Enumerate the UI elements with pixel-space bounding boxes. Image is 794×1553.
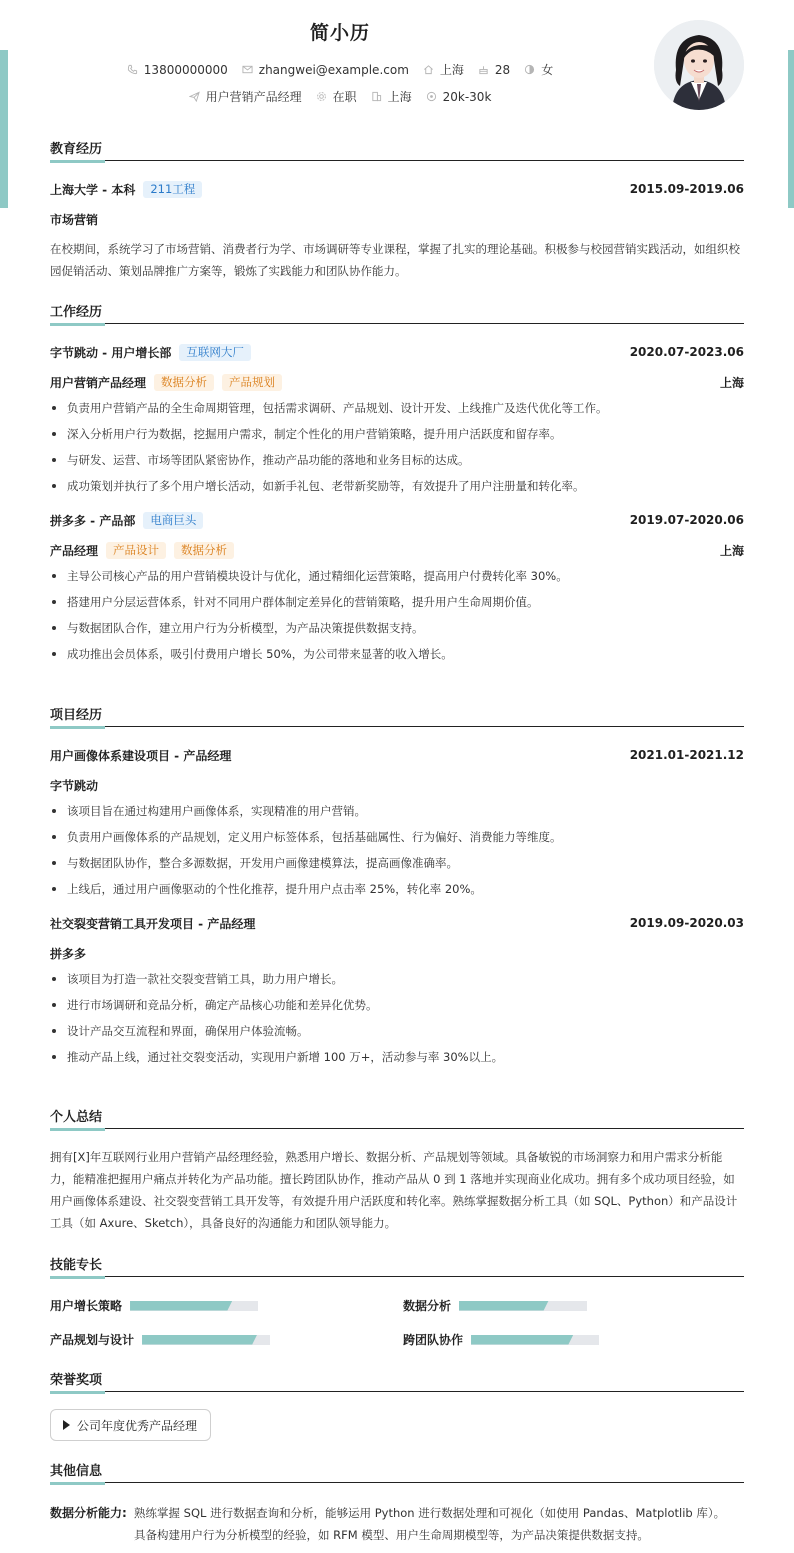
right-accent-bar	[788, 50, 794, 208]
list-item: 进行市场调研和竞品分析，确定产品核心功能和差异化优势。	[50, 992, 744, 1018]
list-item: 推动产品上线，通过社交裂变活动，实现用户新增 100 万+，活动参与率 30%以上。	[50, 1044, 744, 1070]
major-name: 市场营销	[50, 212, 99, 227]
awards-section	[50, 1371, 744, 1441]
company-name: 字节跳动 - 用户增长部	[50, 345, 172, 360]
target-city-text: 上海	[387, 90, 412, 104]
section-title	[50, 303, 744, 323]
target-position-item	[189, 88, 302, 105]
school-name: 上海大学 - 本科	[50, 182, 136, 197]
section-divider	[50, 323, 744, 324]
role-name: 用户营销产品经理	[50, 375, 147, 390]
major-row	[50, 210, 744, 228]
summary-title: 个人总结	[50, 1110, 103, 1125]
project-name: 社交裂变营销工具开发项目 - 产品经理	[50, 916, 256, 931]
section-divider	[50, 1391, 744, 1392]
salary-item	[426, 88, 492, 105]
skill-name: 产品规划与设计	[50, 1333, 135, 1347]
section-divider	[50, 1128, 744, 1129]
list-item: 搭建用户分层运营体系，针对不同用户群体制定差异化的营销策略，提升用户生命周期价值。	[50, 589, 744, 615]
list-item: 负责用户画像体系的产品规划，定义用户标签体系，包括基础属性、行为偏好、消费能力等维度。	[50, 824, 744, 850]
cake-icon	[478, 64, 489, 75]
status-item	[316, 88, 357, 105]
skill-item	[403, 1331, 599, 1348]
company-name: 拼多多 - 产品部	[50, 513, 136, 528]
skill-level-bar	[459, 1301, 587, 1311]
skill-level-bar	[130, 1301, 258, 1311]
target-city-item	[371, 88, 412, 105]
list-item: 该项目为打造一款社交裂变营销工具，助力用户增长。	[50, 966, 744, 992]
skill-item	[50, 1331, 270, 1348]
other-title: 其他信息	[50, 1464, 103, 1479]
email-text: zhangwei@example.com	[258, 62, 409, 77]
skill-level-fill	[130, 1301, 232, 1311]
work-item	[50, 343, 744, 499]
work-date: 2019.07-2020.06	[629, 513, 744, 527]
company-row	[50, 511, 744, 529]
skill-name: 跨团队协作	[403, 1333, 464, 1347]
list-item: 上线后，通过用户画像驱动的个性化推荐，提升用户点击率 25%，转化率 20%。	[50, 876, 744, 902]
list-item: 设计产品交互流程和界面，确保用户体验流畅。	[50, 1018, 744, 1044]
work-date: 2020.07-2023.06	[629, 345, 744, 359]
age-text: 28	[494, 62, 511, 77]
skill-name: 数据分析	[403, 1299, 452, 1313]
role-tag: 数据分析	[174, 542, 234, 559]
section-divider	[50, 726, 744, 727]
other-text-line: 具备构建用户行为分析模型的经验，如 RFM 模型、用户生命周期模型等，为产品决策提供数据支持。	[134, 1528, 649, 1542]
title-underline	[50, 1482, 105, 1485]
skill-level-fill	[459, 1301, 549, 1311]
title-underline	[50, 1391, 105, 1394]
projects-title: 项目经历	[50, 708, 103, 723]
education-date: 2015.09-2019.06	[629, 182, 744, 196]
section-divider	[50, 160, 744, 161]
building-icon	[371, 91, 382, 102]
work-section	[50, 303, 744, 667]
project-item	[50, 746, 744, 902]
caret-right-icon	[63, 1420, 70, 1430]
skill-level-bar	[471, 1335, 599, 1345]
send-icon	[189, 91, 200, 102]
home-icon	[423, 64, 434, 75]
section-title	[50, 1256, 744, 1276]
status-text: 在职	[332, 90, 357, 104]
project-item	[50, 914, 744, 1070]
list-item: 主导公司核心产品的用户营销模块设计与优化，通过精细化运营策略，提高用户付费转化率 30%。	[50, 563, 744, 589]
skill-name: 用户增长策略	[50, 1299, 123, 1313]
role-row	[50, 541, 744, 559]
company-tag: 互联网大厂	[179, 344, 251, 361]
section-divider	[50, 1482, 744, 1483]
list-item: 成功推出会员体系，吸引付费用户增长 50%，为公司带来显著的收入增长。	[50, 641, 744, 667]
gender-icon	[524, 64, 535, 75]
resume-header	[50, 0, 744, 125]
project-date: 2019.09-2020.03	[629, 916, 744, 930]
title-underline	[50, 1276, 105, 1279]
role-tag: 产品规划	[222, 374, 282, 391]
list-item: 深入分析用户行为数据，挖掘用户需求，制定个性化的用户营销策略，提升用户活跃度和留存率。	[50, 421, 744, 447]
age-item	[478, 61, 510, 78]
project-bullet-list	[50, 966, 744, 1070]
other-label: 数据分析能力:	[50, 1506, 127, 1520]
role-name: 产品经理	[50, 543, 99, 558]
skill-item	[403, 1297, 587, 1314]
phone-item	[127, 61, 228, 78]
project-name: 用户画像体系建设项目 - 产品经理	[50, 748, 232, 763]
gear-icon	[316, 91, 327, 102]
section-title	[50, 1371, 744, 1391]
gender-text: 女	[541, 63, 554, 77]
section-title	[50, 1108, 744, 1128]
money-icon	[426, 91, 437, 102]
section-title	[50, 1462, 744, 1482]
phone-icon	[127, 64, 138, 75]
work-city: 上海	[719, 375, 744, 390]
resume-page	[50, 0, 744, 1542]
phone-text: 13800000000	[143, 62, 228, 77]
project-row	[50, 746, 744, 764]
skill-level-bar	[142, 1335, 270, 1345]
education-header	[50, 180, 744, 198]
mail-icon	[242, 64, 253, 75]
company-tag: 电商巨头	[143, 512, 203, 529]
project-org-row	[50, 944, 744, 962]
project-date: 2021.01-2021.12	[629, 748, 744, 762]
skill-level-fill	[471, 1335, 573, 1345]
projects-section	[50, 706, 744, 1070]
list-item: 该项目旨在通过构建用户画像体系，实现精准的用户营销。	[50, 798, 744, 824]
education-description: 在校期间，系统学习了市场营销、消费者行为学、市场调研等专业课程，掌握了扎实的理论基础。积极参与校园营销实践活动，如组织校园促销活动、策划品牌推广方案等，锻炼了实践能力和团队协作能力。	[50, 242, 740, 278]
summary-text: 拥有[X]年互联网行业用户营销产品经理经验，熟悉用户增长、数据分析、产品规划等领域。具备敏锐的市场洞察力和用户需求分析能力，能精准把握用户痛点并转化为产品功能。擅长跨团队协作，推动产品从 0 到 1 落地并实现商业化成功。拥有多个成功项目经验，如用户画像体系建设、社交裂变营销工具开发等，有效提升用户活跃度和转化率。熟练掌握数据分析工具（如 SQL、Python）和产品设计工具（如 Axure、Sketch），具备良好的沟通能力和团队领导能力。	[50, 1150, 738, 1230]
education-section	[50, 140, 744, 282]
gender-item	[524, 61, 553, 78]
project-row	[50, 914, 744, 932]
title-underline	[50, 323, 105, 326]
skill-level-fill	[142, 1335, 257, 1345]
section-title	[50, 140, 744, 160]
target-position-text: 用户营销产品经理	[205, 90, 302, 104]
project-org: 字节跳动	[50, 778, 99, 793]
responsibility-list	[50, 395, 744, 499]
skill-item	[50, 1297, 258, 1314]
skills-section	[50, 1256, 744, 1356]
company-row	[50, 343, 744, 361]
city-text: 上海	[439, 63, 464, 77]
title-underline	[50, 1128, 105, 1131]
list-item: 与数据团队协作，整合多源数据，开发用户画像建模算法，提高画像准确率。	[50, 850, 744, 876]
title-underline	[50, 160, 105, 163]
section-divider	[50, 1276, 744, 1277]
list-item: 负责用户营销产品的全生命周期管理，包括需求调研、产品规划、设计开发、上线推广及迭代优化等工作。	[50, 395, 744, 421]
school-tag: 211工程	[143, 181, 202, 198]
section-title	[50, 706, 744, 726]
candidate-name: 简小历	[309, 22, 370, 44]
role-tag: 产品设计	[106, 542, 166, 559]
list-item: 与研发、运营、市场等团队紧密协作，推动产品功能的落地和业务目标的达成。	[50, 447, 744, 473]
job-intent-row	[50, 88, 630, 105]
skills-title: 技能专长	[50, 1258, 103, 1273]
avatar	[654, 20, 744, 110]
summary-section	[50, 1108, 744, 1234]
contact-row	[50, 61, 630, 78]
project-bullet-list	[50, 798, 744, 902]
award-toggle-button[interactable]	[50, 1409, 211, 1441]
education-title: 教育经历	[50, 142, 103, 157]
role-row	[50, 373, 744, 391]
email-item	[242, 61, 409, 78]
responsibility-list	[50, 563, 744, 667]
left-accent-bar	[0, 50, 8, 208]
other-text-line: 熟练掌握 SQL 进行数据查询和分析，能够运用 Python 进行数据处理和可视化（如使用 Pandas、Matplotlib 库）。	[134, 1506, 726, 1520]
work-item	[50, 511, 744, 667]
list-item: 与数据团队合作，建立用户行为分析模型，为产品决策提供数据支持。	[50, 615, 744, 641]
title-underline	[50, 726, 105, 729]
project-org: 拼多多	[50, 946, 87, 961]
role-tag: 数据分析	[154, 374, 214, 391]
list-item: 成功策划并执行了多个用户增长活动，如新手礼包、老带新奖励等，有效提升了用户注册量和转化率。	[50, 473, 744, 499]
project-org-row	[50, 776, 744, 794]
other-info-row	[50, 1502, 744, 1546]
work-title: 工作经历	[50, 305, 103, 320]
other-section	[50, 1462, 744, 1546]
city-item	[423, 61, 464, 78]
awards-title: 荣誉奖项	[50, 1373, 103, 1388]
salary-text: 20k-30k	[442, 89, 492, 104]
work-city: 上海	[719, 543, 744, 558]
award-label: 公司年度优秀产品经理	[77, 1418, 198, 1433]
